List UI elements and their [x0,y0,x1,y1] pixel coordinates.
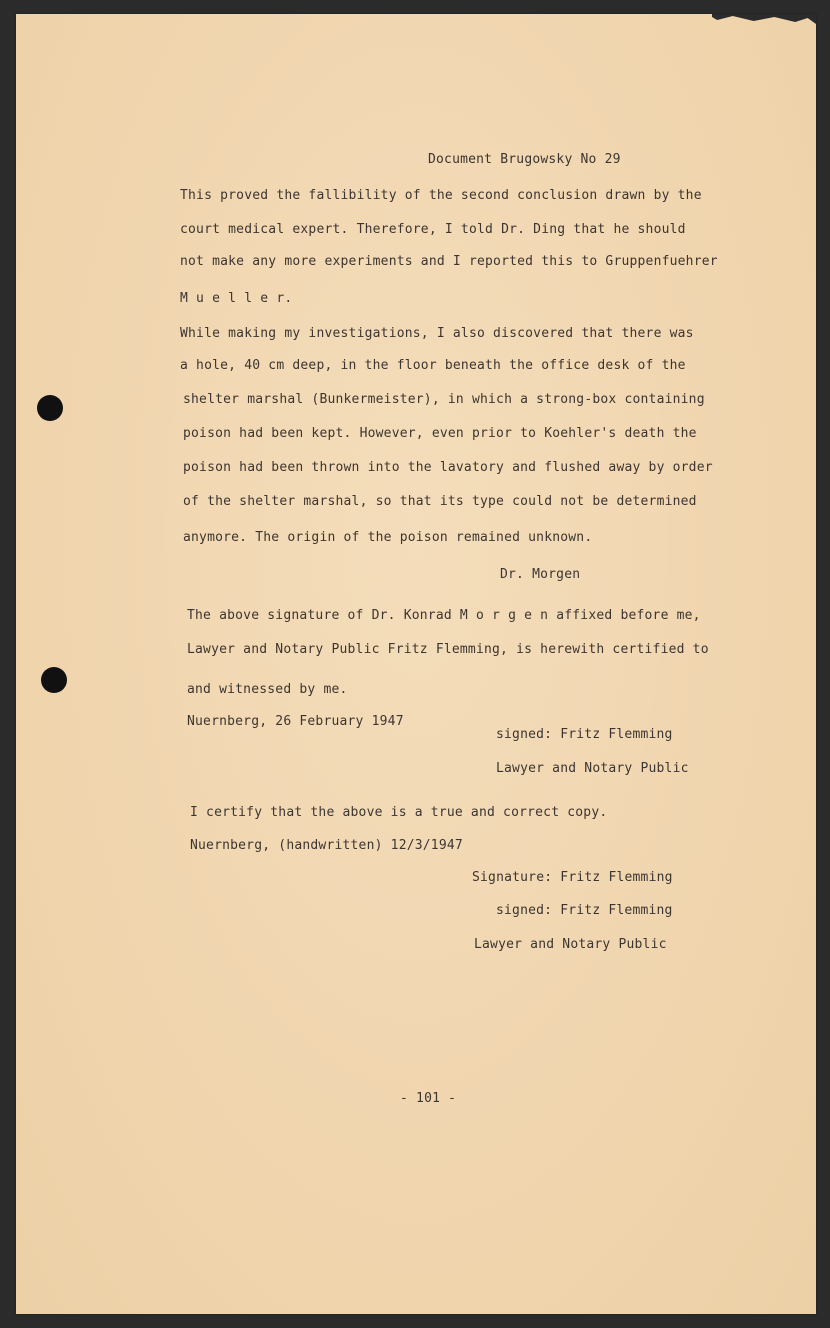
body-line: This proved the fallibility of the second conclusion drawn by the [180,188,702,203]
body-line: anymore. The origin of the poison remained unknown. [183,530,593,545]
certification-line: Lawyer and Notary Public Fritz Flemming, is herewith certified to [187,642,709,657]
signed-line-1: signed: Fritz Flemming [496,727,673,742]
signed-line-2: signed: Fritz Flemming [496,903,673,918]
signature-morgen: Dr. Morgen [500,567,581,582]
document-header: Document Brugowsky No 29 [428,152,621,167]
place-date-1: Nuernberg, 26 February 1947 [187,714,404,729]
certification-line: and witnessed by me. [187,682,348,697]
punch-hole-bottom [41,667,67,693]
place-date-2: Nuernberg, (handwritten) 12/3/1947 [190,838,463,853]
body-line: shelter marshal (Bunkermeister), in which a strong-box containing [183,392,705,407]
notary-title-1: Lawyer and Notary Public [496,761,689,776]
certification-line: The above signature of Dr. Konrad M o r g e n affixed before me, [187,608,701,623]
signature-line-2: Signature: Fritz Flemming [472,870,673,885]
notary-title-2: Lawyer and Notary Public [474,937,667,952]
body-line: M u e l l e r. [180,291,293,306]
body-line: of the shelter marshal, so that its type could not be determined [183,494,697,509]
document-page [16,14,816,1314]
body-line: poison had been kept. However, even prior to Koehler's death the [183,426,697,441]
copy-certification: I certify that the above is a true and correct copy. [190,805,608,820]
body-line: not make any more experiments and I reported this to Gruppenfuehrer [180,254,718,269]
body-line: court medical expert. Therefore, I told Dr. Ding that he should [180,222,686,237]
body-line: While making my investigations, I also discovered that there was [180,326,694,341]
body-line: poison had been thrown into the lavatory and flushed away by order [183,460,713,475]
punch-hole-top [37,395,63,421]
page-number: - 101 - [400,1091,457,1106]
body-line: a hole, 40 cm deep, in the floor beneath the office desk of the [180,358,686,373]
